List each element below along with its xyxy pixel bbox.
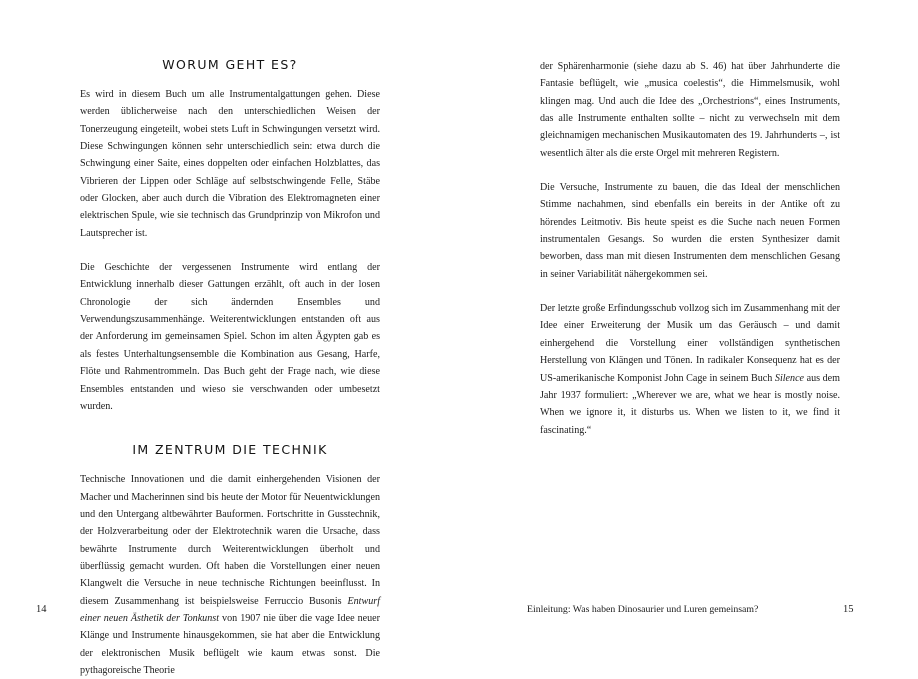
right-column <box>540 58 840 439</box>
book-title-busoni: Entwurf einer neuen Ästhetik der Tonkunst <box>80 595 380 624</box>
paragraph-text: Technische Innovationen und die damit einhergehenden Visionen der Macher und Macherinnen sind bis heute der Motor für Neuentwicklungen und den Untergang altbewährter Bauformen. Fortschritte in Gusstechnik, der Holzverarbeitung oder der Elektrotechnik waren die Ursache, dass bewährte Instrumente durch Weiterentwicklungen überholt und überflüssig gemacht wurden. Oft haben die Vorstellungen einer neuen Klangwelt die Versuche in neue technische Richtungen beeinflusst. In diesem Zusammenhang ist beispielsweise Ferruccio Busonis <box>80 474 380 607</box>
paragraph-sphaerenharmonie: der Sphärenharmonie (siehe dazu ab S. 46) hat über Jahrhunderte die Fantasie beflügelt, wie „musica coelestis“, die Himmelsmusik, wohl klingen mag. Und auch die Idee des „Orchestrions“, eines Instruments, das alle Instrumente enthalten sollte – nicht zu verwechseln mit dem gleichnamigen mechanischen Musikautomaten des 19. Jahrhunderts –, ist wesentlich älter als die erste Orgel mit mehreren Registern. <box>540 61 840 159</box>
left-column <box>80 56 380 679</box>
page-number-right: 15 <box>843 604 854 615</box>
paragraph-text: aus dem Jahr 1937 formuliert: „Wherever we are, what we hear is mostly noise. When we ignore it, it disturbs us. When we listen to it, we find it fascinating.“ <box>540 372 840 436</box>
page-number-left: 14 <box>36 604 47 615</box>
paragraph-erfindungsschub <box>540 300 840 439</box>
right-page <box>459 0 918 648</box>
paragraph-instrumentalgattungen: Es wird in diesem Buch um alle Instrumentalgattungen gehen. Diese werden üblicherweise nach den unterschiedlichen Weisen der Tonerzeugung eingeteilt, wobei stets Luft in Schwingungen versetzt wird. Diese Schwingungen können sehr unterschiedlich sein: etwa durch die Schwingung einer Saite, eines doppelten oder einfachen Holzblattes, das Vibrieren der Lippen oder Schläge auf selbstschwingende Felle, Stäbe oder Glocken, aber auch durch die Vibration des Elektromagneten einer elektrischen Spule, wie sie technisch das Grundprinzip von Mikrofon und Lautsprecher ist. <box>80 89 380 239</box>
paragraph-text: Der letzte große Erfindungsschub vollzog sich im Zusammenhang mit der Idee einer Erweiterung der Musik um das Geräusch – und damit einhergehend die Vorstellung einer vollständigen synthetischen Herstellung von Klängen und Tönen. In radikaler Konsequenz hat es der US-amerikanische Komponist John Cage in seinem Buch <box>540 303 840 384</box>
paragraph-text: von 1907 nie über die vage Idee neuer Klänge und Instrumente hinausgekommen, sie hat aber die Entwicklung der elektronischen Musik beflügelt wie kaum etwas sonst. Die pythagoreische Theorie <box>80 612 380 676</box>
section-heading-technik: IM ZENTRUM DIE TECHNIK <box>132 442 328 458</box>
section-heading-worum: WORUM GEHT ES? <box>162 57 298 72</box>
left-page <box>0 0 459 676</box>
book-title-silence: Silence <box>774 372 805 384</box>
running-head: Einleitung: Was haben Dinosaurier und Luren gemeinsam? <box>527 604 759 615</box>
paragraph-geschichte: Die Geschichte der vergessenen Instrumente wird entlang der Entwicklung innerhalb dieser Gattungen erzählt, oft auch in der losen Chronologie der sich ändernden Ensembles und Verwendungszusammenhänge. Weiterentwicklungen entstanden oft aus der Anforderung im gemeinsamen Spiel. Schon im alten Ägypten gab es als festes Unterhaltungsensemble die Kombination aus Gesang, Harfe, Flöte und Rahmentrommeln. Das Buch geht der Frage nach, wie diese Ensembles entstanden und wieso sie verschwanden oder umbesetzt wurden. <box>80 262 380 412</box>
paragraph-menschliche-stimme: Die Versuche, Instrumente zu bauen, die das Ideal der menschlichen Stimme nachahmen, sind ebenfalls ein bereits in der Antike oft zu hörendes Leitmotiv. Bis heute speist es die Suche nach neuen Formen instrumentalen Gesangs. So wurden die ersten Synthesizer damit beworben, dass man mit diesen Instrumenten dem menschlichen Gesang in seiner Variabilität nähergekommen sei. <box>540 182 840 280</box>
